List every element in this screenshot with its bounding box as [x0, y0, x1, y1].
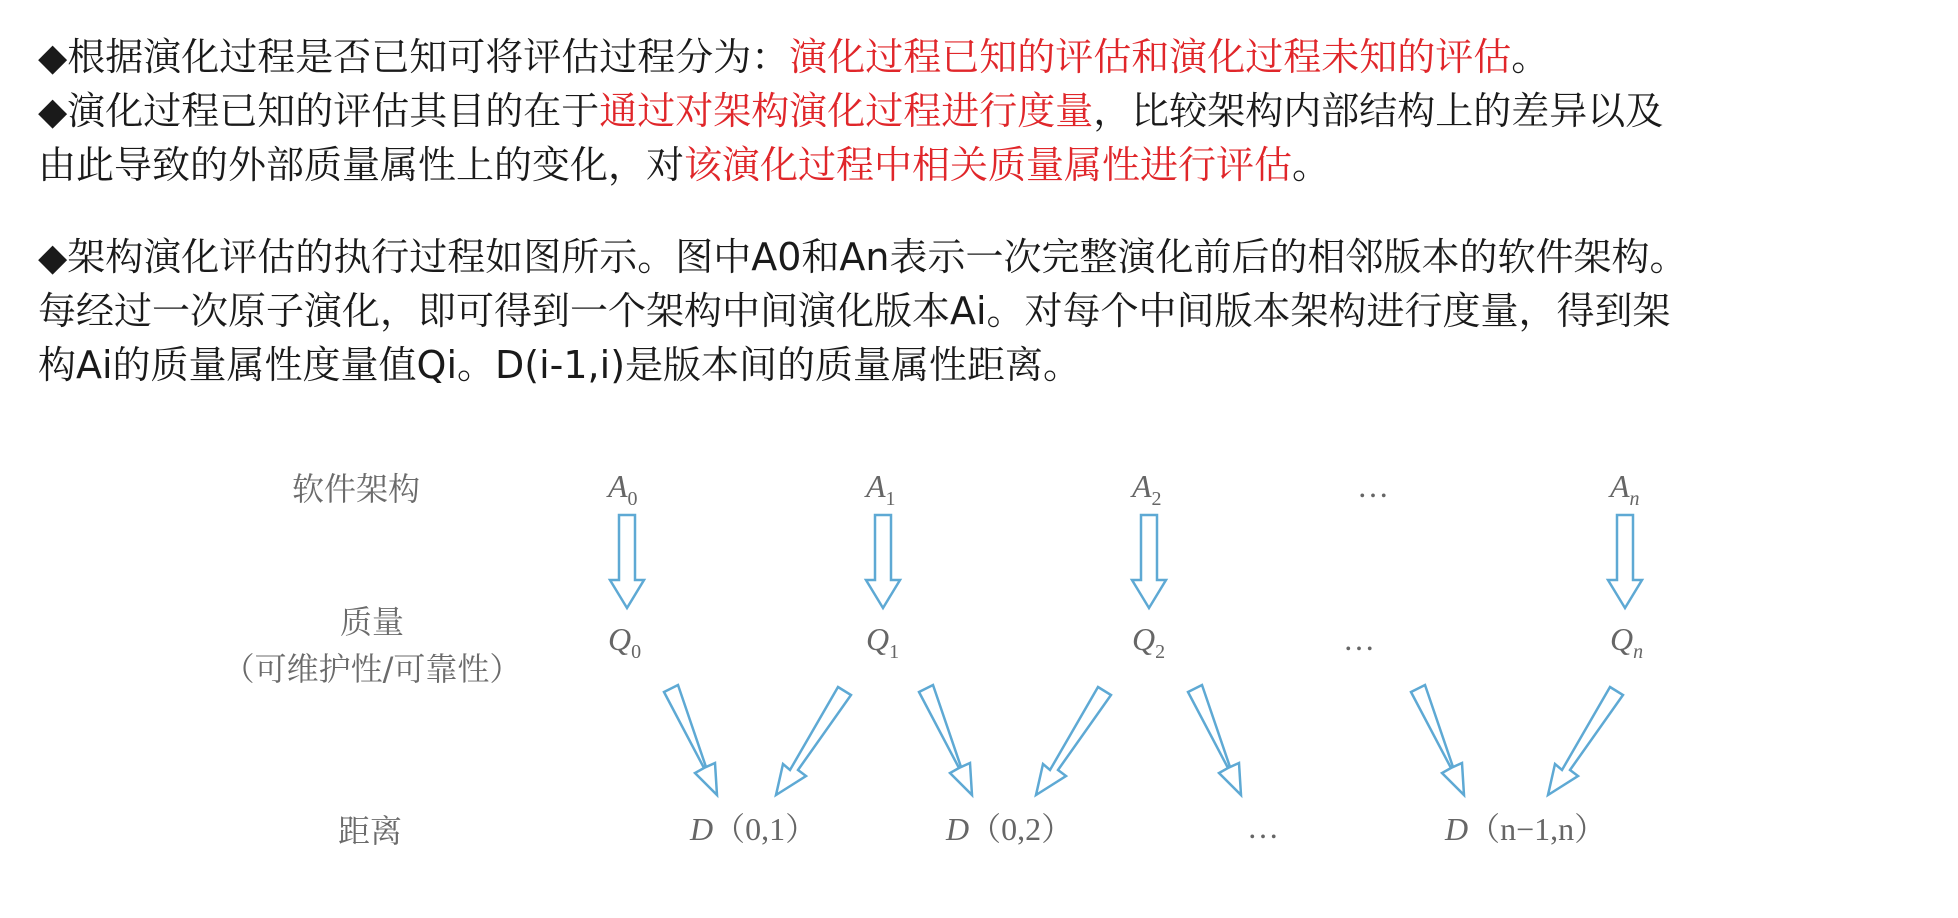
diagonal-arrow-icon	[664, 685, 717, 795]
quality-ellipsis: …	[1343, 621, 1375, 657]
architecture-a1: $A_1$	[866, 468, 896, 510]
bullet-paragraph-3-line-2: 每经过一次原子演化，即可得到一个架构中间演化版本Ai。对每个中间版本架构进行度量，得到架	[38, 289, 1671, 333]
p2-text-c: 由此导致的外部质量属性上的变化，对	[38, 143, 685, 187]
down-arrow-icon	[866, 515, 900, 608]
diamond-bullet-icon: ◆	[38, 89, 68, 133]
p1-end: 。	[1511, 35, 1550, 79]
p1-highlight: 演化过程已知的评估和演化过程未知的评估	[789, 35, 1512, 79]
quality-qn: $Q_n$	[1610, 621, 1644, 663]
architecture-an: $A_n$	[1610, 468, 1640, 510]
distance-d02: D（0,2）	[946, 811, 1074, 847]
distance-d01: D（0,1）	[690, 811, 818, 847]
diagonal-arrow-icon	[919, 685, 972, 795]
p2-end: 。	[1292, 143, 1331, 187]
p2-text-b: ，比较架构内部结构上的差异以及	[1093, 89, 1664, 133]
row-label-quality: 质量	[339, 603, 405, 641]
row-label-quality-note: （可维护性/可靠性）	[222, 650, 522, 688]
architecture-a0: $A_0$	[608, 468, 638, 510]
bullet-paragraph-3-line-3: 构Ai的质量属性度量值Qi。D(i-1,i)是版本间的质量属性距离。	[38, 343, 1082, 387]
quality-q0: $Q_0$	[608, 621, 642, 663]
down-arrow-icon	[1132, 515, 1166, 608]
row-label-architecture: 软件架构	[291, 470, 421, 508]
architecture-ellipsis: …	[1357, 468, 1389, 504]
distance-ellipsis: …	[1247, 809, 1279, 845]
quality-q2: $Q_2$	[1132, 621, 1166, 663]
p3-line-1: 架构演化评估的执行过程如图所示。图中A0和An表示一次完整演化前后的相邻版本的软件架构。	[67, 235, 1688, 279]
distance-dn: D（n−1,n）	[1445, 811, 1607, 847]
diagonal-arrow-icon	[1036, 687, 1111, 795]
p2-highlight-2: 该演化过程中相关质量属性进行评估	[684, 143, 1293, 187]
diagonal-arrow-icon	[1548, 687, 1623, 795]
diagonal-arrow-icon	[1411, 685, 1464, 795]
diagonal-arrow-icon	[776, 687, 851, 795]
diamond-bullet-icon: ◆	[38, 235, 68, 279]
row-label-distance: 距离	[337, 812, 403, 850]
quality-q1: $Q_1$	[866, 621, 900, 663]
p2-highlight-1: 通过对架构演化过程进行度量	[599, 89, 1094, 133]
p2-text-a: 演化过程已知的评估其目的在于	[67, 89, 600, 133]
diagonal-arrow-icon	[1188, 685, 1241, 795]
down-arrow-icon	[610, 515, 644, 608]
diamond-bullet-icon: ◆	[38, 35, 68, 79]
p1-text: 根据演化过程是否已知可将评估过程分为：	[67, 35, 790, 79]
architecture-a2: $A_2$	[1132, 468, 1162, 510]
down-arrow-icon	[1608, 515, 1642, 608]
